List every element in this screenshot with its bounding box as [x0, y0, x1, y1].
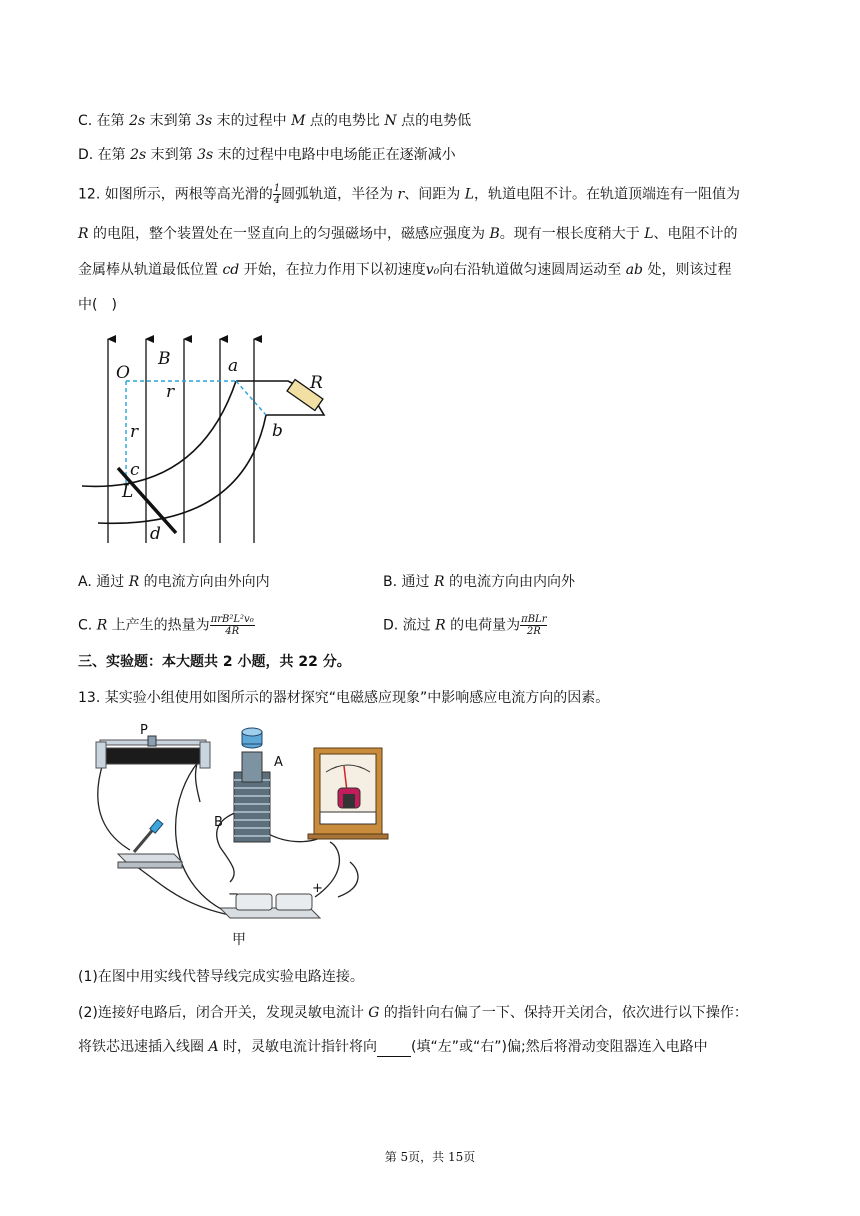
section-3-heading: 三、实验题：本大题共 2 小题，共 22 分。 [78, 654, 351, 670]
q12-stem-line1: 12. 如图所示，两根等高光滑的 $\frac{1}{4}$ 圆弧轨道，半径为 r、间距为 L，轨道电阻不计。在轨道顶端连有一阻值为 [78, 183, 740, 206]
q12-option-b: B. 通过 R 的电流方向由内向外 [383, 574, 575, 590]
arc-rails [82, 381, 324, 523]
label-d: d [150, 524, 161, 544]
heat-fraction: $\frac{\text{πrB²L²v₀}}{4R}$ [210, 614, 254, 637]
q12-option-d: D. 流过 R 的电荷量为 $\frac{\text{πBLr}}{2R}$ [383, 614, 547, 637]
q13-part2-cont: 将铁芯迅速插入线圈 A 时，灵敏电流计指针将向 (填“左”或“右”)偏;然后将滑动变阻器连入电路中 [78, 1039, 708, 1055]
label-r-vertical: r [130, 422, 139, 442]
q12-option-a: A. 通过 R 的电流方向由外向内 [78, 574, 270, 590]
label-R: R [310, 373, 323, 393]
battery [220, 881, 323, 918]
q12-stem-line4: 中( ) [78, 297, 117, 313]
q12-option-c: C. R 上产生的热量为 $\frac{\text{πrB²L²v₀}}{4R}$ [78, 614, 254, 637]
label-B-coil: B [214, 815, 223, 830]
q13-apparatus-figure [90, 722, 400, 950]
q13-intro: 13. 某实验小组使用如图所示的器材探究“电磁感应现象”中影响感应电流方向的因素。 [78, 690, 610, 706]
figure-caption-jia: 甲 [232, 932, 246, 948]
answer-blank[interactable] [377, 1042, 411, 1057]
coils [214, 728, 283, 842]
knife-switch [118, 819, 182, 868]
page-footer: 第 5页，共 15页 [384, 1150, 476, 1164]
quarter-fraction: $\frac{1}{4}$ [273, 183, 281, 206]
label-c: c [130, 460, 140, 480]
radius-dashed-lines [126, 381, 266, 489]
label-O: O [116, 363, 130, 383]
rheostat [96, 723, 210, 768]
q12-stem-line2: R 的电阻，整个装置处在一竖直向上的匀强磁场中，磁感应强度为 B。现有一根长度稍大于 L、电阻不计的 [78, 226, 738, 242]
q13-part1: (1)在图中用实线代替导线完成实验电路连接。 [78, 969, 364, 985]
q11-option-d: D. 在第 2s 末到第 3s 末的过程中电路中电场能正在逐渐减小 [78, 147, 456, 163]
label-b: b [272, 421, 283, 441]
q11-option-c: C. 在第 2s 末到第 3s 末的过程中 M 点的电势比 N 点的电势低 [78, 113, 472, 129]
battery-plus: + [312, 881, 323, 896]
q12-rail-figure [78, 333, 338, 548]
label-A-coil: A [274, 755, 283, 770]
label-r-horizontal: r [166, 382, 175, 402]
q13-part2: (2)连接好电路后，闭合开关，发现灵敏电流计 G 的指针向右偏了一下、保持开关闭合，依次进行以下操作： [78, 1005, 748, 1021]
label-a: a [228, 356, 239, 376]
label-P: P [140, 723, 148, 738]
galvanometer [308, 748, 388, 839]
q12-stem-line3: 金属棒从轨道最低位置 cd 开始，在拉力作用下以初速度v₀向右沿轨道做匀速圆周运动至 ab 处，则该过程 [78, 262, 732, 278]
charge-fraction: $\frac{\text{πBLr}}{2R}$ [521, 614, 547, 637]
label-L: L [122, 482, 134, 502]
label-B: B [158, 349, 171, 369]
battery-minus: − [228, 887, 239, 902]
